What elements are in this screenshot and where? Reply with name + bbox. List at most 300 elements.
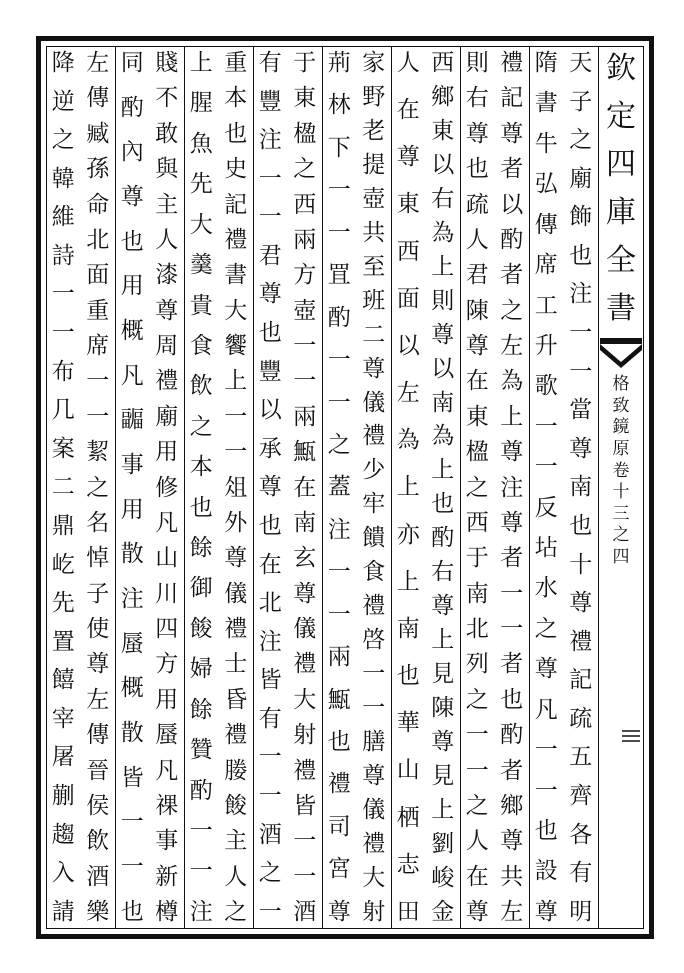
column-char: 尊 [534, 656, 558, 683]
column-char: 林 [327, 92, 351, 119]
column-char: 使 [86, 616, 110, 642]
column-char: 腥 [189, 90, 213, 117]
column-char: 疏 [569, 705, 593, 732]
column-char: 子 [569, 88, 593, 115]
column-char: 也 [569, 512, 593, 539]
column-char: 注 [258, 628, 282, 655]
column-char: 用 [155, 686, 179, 713]
column-char: 凡 [155, 509, 179, 536]
column-char: 禮 [224, 722, 248, 749]
column-char: 尊 [465, 120, 489, 147]
column-char: 禮 [362, 423, 386, 450]
column-char: 記 [500, 85, 524, 112]
column-char: 右 [431, 559, 455, 586]
column-char: 尊 [465, 333, 489, 359]
column-char: 一 [224, 403, 248, 430]
column-char: 皆 [258, 667, 282, 694]
column-char: 韓 [51, 165, 75, 192]
column-char: 以 [431, 355, 455, 382]
column-char: 主 [155, 191, 179, 218]
column-char: 絜 [86, 439, 110, 466]
column-char: 一 [189, 818, 213, 845]
title-char: 欽 [606, 51, 636, 86]
volume-char: 之 [612, 525, 630, 546]
column-char: 蜃 [120, 630, 144, 657]
column-char: 几 [51, 397, 75, 424]
column-char: 概 [120, 675, 144, 702]
column-char: 一 [293, 368, 317, 395]
column-char: 饋 [362, 525, 386, 552]
column-char: 一 [534, 454, 558, 481]
column-char: 子 [86, 580, 110, 607]
column-char: 記 [224, 191, 248, 218]
column-char: 家 [362, 50, 386, 76]
column-char: 劉 [431, 830, 455, 857]
column-char: 上 [431, 796, 455, 823]
column-char: 南 [465, 580, 489, 607]
column-char: 一 [189, 858, 213, 885]
column-char: 俎 [224, 474, 248, 501]
column-char: 左 [86, 50, 110, 76]
column-char: 一 [258, 898, 282, 925]
column-char: 一 [258, 204, 282, 231]
column-char: 西 [293, 191, 317, 218]
column-char: 置 [51, 628, 75, 655]
column-char: 周 [155, 333, 179, 359]
column-char: 亦 [396, 521, 420, 548]
column-char: 食 [362, 559, 386, 586]
column-char: 布 [51, 358, 75, 385]
column-char: 皆 [293, 792, 317, 819]
column-char: 左 [86, 686, 110, 713]
column-char: 蓋 [327, 474, 351, 501]
column-char: 之 [293, 156, 317, 183]
column-char: 一 [327, 389, 351, 416]
column-char: 十 [569, 551, 593, 578]
column-char: 司 [327, 813, 351, 840]
column-char: 大 [293, 686, 317, 713]
column-char: 敢 [155, 120, 179, 147]
column-char: 一 [293, 828, 317, 855]
column-char: 孫 [86, 156, 110, 183]
column-char: 飲 [189, 373, 213, 400]
column-char: 山 [396, 757, 420, 784]
column-char: 之 [51, 127, 75, 154]
column-char: 也 [534, 818, 558, 845]
column-char: 餘 [189, 535, 213, 562]
column-char: 注 [120, 586, 144, 613]
column-char: 有 [258, 50, 282, 76]
column-char: 方 [155, 651, 179, 678]
volume-char: 十 [612, 482, 630, 503]
column-char: 逆 [51, 88, 75, 115]
column-char: 人 [465, 226, 489, 253]
column-char: 一 [120, 854, 144, 881]
title-char: 全 [606, 243, 636, 278]
column-char: 則 [465, 50, 489, 76]
column-char: 趨 [51, 821, 75, 848]
column-char: 在 [465, 368, 489, 395]
column-char: 儀 [362, 796, 386, 823]
column-char: 凡 [534, 696, 558, 723]
column-char: 臧 [86, 120, 110, 147]
column-char: 酒 [258, 821, 282, 848]
column-char: 酒 [293, 899, 317, 925]
column-char: 牢 [362, 491, 386, 518]
column-char: 食 [189, 332, 213, 359]
column-char: 大 [189, 211, 213, 238]
column-char: 尊 [569, 590, 593, 617]
column-char: 屹 [51, 551, 75, 578]
column-char: 則 [431, 287, 455, 314]
column-char: 射 [293, 722, 317, 749]
column-char: 為 [431, 423, 455, 450]
column-char: 尊 [120, 184, 144, 211]
column-char: 之 [327, 431, 351, 458]
column-char: 坫 [534, 535, 558, 562]
column-char: 一 [51, 320, 75, 347]
column-char: 用 [120, 273, 144, 300]
column-char: 酌 [120, 94, 144, 121]
column-char: 設 [534, 858, 558, 885]
column-char: 兩 [293, 403, 317, 430]
column-char: 尊 [362, 355, 386, 382]
column-char: 宰 [51, 705, 75, 732]
column-char: 凡 [155, 757, 179, 784]
column-char: 人 [155, 226, 179, 253]
column-char: 概 [120, 318, 144, 345]
column-char: 詩 [51, 242, 75, 269]
column-char: 注 [500, 474, 524, 501]
column-char: 屠 [51, 744, 75, 771]
margin-mark-icon [620, 728, 642, 744]
column-char: 酌 [431, 525, 455, 552]
column-char: 甒 [327, 686, 351, 713]
column-char: 啓 [362, 627, 386, 654]
column-char: 各 [569, 821, 593, 848]
column-char: 齊 [569, 782, 593, 809]
column-char: 在 [465, 863, 489, 890]
column-char: 昏 [224, 686, 248, 713]
column-char: 尊 [465, 899, 489, 925]
column-char: 尊 [327, 898, 351, 925]
title-char: 定 [606, 99, 636, 134]
column-char: 酒 [86, 863, 110, 890]
column-char: 人 [224, 863, 248, 890]
column-char: 之 [465, 686, 489, 713]
volume-char: 鏡 [612, 417, 630, 438]
column-char: 餕 [189, 615, 213, 642]
column-char: 晉 [86, 757, 110, 784]
column-char: 豐 [258, 358, 282, 385]
column-char: 贊 [189, 737, 213, 764]
column-char: 共 [500, 863, 524, 890]
column-char: 蒯 [51, 782, 75, 809]
column-char: 注 [327, 516, 351, 543]
column-char: 牛 [534, 130, 558, 157]
column-char: 以 [500, 191, 524, 218]
column-char: 本 [189, 454, 213, 481]
column-char: 人 [465, 828, 489, 855]
column-char: 人 [396, 50, 420, 76]
column-char: 先 [51, 590, 75, 617]
column-char: 也 [258, 512, 282, 539]
volume-char: 致 [612, 395, 630, 416]
column-char: 儀 [224, 580, 248, 607]
volume-char: 格 [612, 374, 630, 394]
column-char: 之 [224, 899, 248, 925]
column-char: 羹 [189, 252, 213, 279]
column-char: 于 [293, 50, 317, 76]
column-char: 命 [86, 191, 110, 218]
column-char: 本 [224, 85, 248, 112]
column-char: 貴 [189, 292, 213, 319]
column-char: 君 [465, 262, 489, 289]
column-char: 禮 [224, 616, 248, 642]
column-char: 列 [465, 651, 489, 678]
column-char: 一 [362, 695, 386, 722]
column-char: 事 [155, 828, 179, 855]
column-char: 儀 [362, 389, 386, 416]
column-char: 禮 [293, 757, 317, 784]
column-char: 在 [293, 474, 317, 501]
column-char: 豐 [258, 88, 282, 115]
column-char: 書 [534, 90, 558, 117]
column-char: 饎 [51, 667, 75, 694]
column-char: 楹 [465, 439, 489, 466]
volume-char: 原 [612, 438, 630, 459]
column-char: 壺 [362, 185, 386, 212]
column-char: 射 [362, 898, 386, 925]
column-char: 一 [500, 616, 524, 642]
column-char: 以 [258, 397, 282, 424]
column-char: 甒 [293, 439, 317, 466]
column-char: 疈 [120, 407, 144, 434]
column-char: 歌 [534, 373, 558, 400]
volume-label [600, 376, 642, 566]
column-char: 提 [362, 151, 386, 178]
column-char: 以 [396, 332, 420, 359]
column-char: 在 [396, 97, 420, 124]
column-char: 北 [86, 226, 110, 253]
column-char: 一 [120, 809, 144, 836]
column-char: 隋 [534, 50, 558, 76]
column-char: 侯 [86, 792, 110, 819]
column-rule [46, 46, 47, 929]
column-char: 尊 [258, 474, 282, 501]
column-char: 注 [258, 127, 282, 154]
column-char: 請 [51, 898, 75, 925]
column-char: 先 [189, 171, 213, 198]
column-char: 也 [500, 686, 524, 713]
column-char: 為 [431, 219, 455, 246]
column-char: 一 [224, 439, 248, 466]
column-char: 明 [569, 898, 593, 925]
column-char: 蜃 [155, 722, 179, 749]
column-char: 之 [465, 792, 489, 819]
column-char: 婦 [189, 656, 213, 683]
column-char: 悼 [86, 545, 110, 572]
column-char: 上 [500, 403, 524, 430]
column-char: 禮 [362, 830, 386, 857]
title-char: 書 [606, 291, 636, 326]
column-char: 樂 [86, 899, 110, 925]
column-char: 尊 [534, 898, 558, 925]
column-char: 當 [569, 397, 593, 424]
column-char: 華 [396, 710, 420, 737]
column-char: 之 [258, 860, 282, 887]
column-char: 陳 [431, 695, 455, 722]
column-char: 維 [51, 204, 75, 231]
column-char: 兩 [327, 644, 351, 671]
column-char: 疏 [465, 191, 489, 218]
column-char: 也 [327, 729, 351, 755]
column-char: 與 [155, 156, 179, 183]
column-char: 壺 [293, 297, 317, 324]
column-char: 內 [120, 139, 144, 166]
column-char: 尊 [396, 144, 420, 171]
column-char: 尊 [500, 509, 524, 536]
column-char: 班 [362, 287, 386, 314]
column-char: 尊 [293, 580, 317, 607]
column-char: 席 [86, 333, 110, 359]
column-char: 也 [465, 156, 489, 183]
column-char: 名 [86, 509, 110, 536]
column-char: 廟 [155, 403, 179, 430]
column-char: 二 [51, 474, 75, 501]
column-char: 大 [224, 297, 248, 324]
column-char: 傳 [534, 211, 558, 238]
column-char: 見 [431, 661, 455, 688]
column-char: 五 [569, 744, 593, 771]
column-char: 少 [362, 457, 386, 484]
column-char: 西 [396, 238, 420, 265]
column-char: 也 [258, 320, 282, 347]
column-char: 一 [327, 347, 351, 374]
column-char: 也 [224, 120, 248, 147]
fish-tail-mark-icon [600, 338, 642, 368]
column-char: 至 [362, 253, 386, 280]
column-char: 儀 [293, 616, 317, 642]
column-char: 尊 [155, 297, 179, 324]
column-char: 一 [258, 165, 282, 192]
column-char: 御 [189, 575, 213, 602]
column-char: 西 [465, 509, 489, 536]
column-char: 書 [224, 262, 248, 289]
column-char: 降 [51, 50, 75, 76]
column-char: 西 [431, 50, 455, 76]
column-char: 尊 [500, 120, 524, 147]
column-char: 右 [465, 85, 489, 112]
column-char: 上 [396, 568, 420, 595]
column-char: 酌 [189, 777, 213, 804]
column-char: 同 [120, 50, 144, 76]
column-char: 一 [465, 757, 489, 784]
column-char: 凡 [120, 362, 144, 389]
column-char: 之 [534, 615, 558, 642]
column-char: 餕 [224, 792, 248, 819]
column-char: 罝 [327, 262, 351, 289]
column-char: 一 [327, 177, 351, 204]
column-char: 見 [431, 763, 455, 790]
column-char: 入 [51, 860, 75, 887]
column-char: 禮 [362, 593, 386, 620]
column-char: 君 [258, 242, 282, 269]
column-char: 一 [569, 358, 593, 385]
column-char: 大 [362, 864, 386, 891]
column-char: 面 [86, 262, 110, 289]
column-char: 之 [189, 413, 213, 440]
column-char: 一 [86, 403, 110, 430]
column-char: 東 [396, 191, 420, 218]
column-char: 東 [293, 85, 317, 112]
column-char: 一 [86, 368, 110, 395]
column-char: 記 [569, 667, 593, 694]
column-char: 為 [500, 368, 524, 395]
column-char: 上 [189, 50, 213, 76]
column-char: 四 [155, 616, 179, 642]
column-char: 上 [431, 457, 455, 484]
column-char: 東 [465, 403, 489, 430]
column-char: 傳 [86, 85, 110, 112]
column-char: 北 [258, 590, 282, 617]
column-char: 一 [258, 744, 282, 771]
column-char: 上 [431, 253, 455, 280]
column-char: 樽 [155, 899, 179, 925]
column-char: 者 [500, 156, 524, 183]
column-char: 共 [362, 219, 386, 246]
column-char: 者 [500, 651, 524, 678]
column-char: 飾 [569, 204, 593, 231]
column-char: 尊 [431, 729, 455, 756]
column-char: 餘 [189, 696, 213, 723]
column-char: 鄉 [431, 83, 455, 110]
column-char: 右 [431, 185, 455, 212]
column-char: 尊 [362, 763, 386, 790]
column-char: 酌 [327, 304, 351, 331]
column-char: 于 [465, 545, 489, 572]
column-char: 者 [500, 757, 524, 784]
column-char: 工 [534, 292, 558, 319]
column-char: 東 [431, 117, 455, 144]
column-char: 禮 [293, 651, 317, 678]
column-char: 荊 [327, 50, 351, 76]
column-char: 尊 [224, 545, 248, 572]
column-char: 陳 [465, 297, 489, 324]
column-char: 上 [431, 627, 455, 654]
column-char: 一 [362, 661, 386, 688]
column-char: 一 [534, 413, 558, 440]
column-char: 注 [569, 281, 593, 308]
header-rule [598, 46, 599, 929]
column-char: 南 [293, 509, 317, 536]
column-char: 左 [396, 380, 420, 407]
column-char: 宮 [327, 856, 351, 883]
column-char: 禮 [500, 50, 524, 76]
column-char: 也 [396, 663, 420, 690]
column-char: 川 [155, 580, 179, 607]
header-column [598, 46, 644, 929]
column-char: 案 [51, 435, 75, 462]
column-char: 一 [465, 722, 489, 749]
column-char: 野 [362, 83, 386, 110]
column-char: 兩 [293, 226, 317, 253]
column-char: 一 [51, 281, 75, 308]
column-char: 一 [569, 320, 593, 347]
column-char: 上 [224, 368, 248, 395]
column-char: 南 [396, 615, 420, 642]
column-char: 也 [569, 242, 593, 269]
